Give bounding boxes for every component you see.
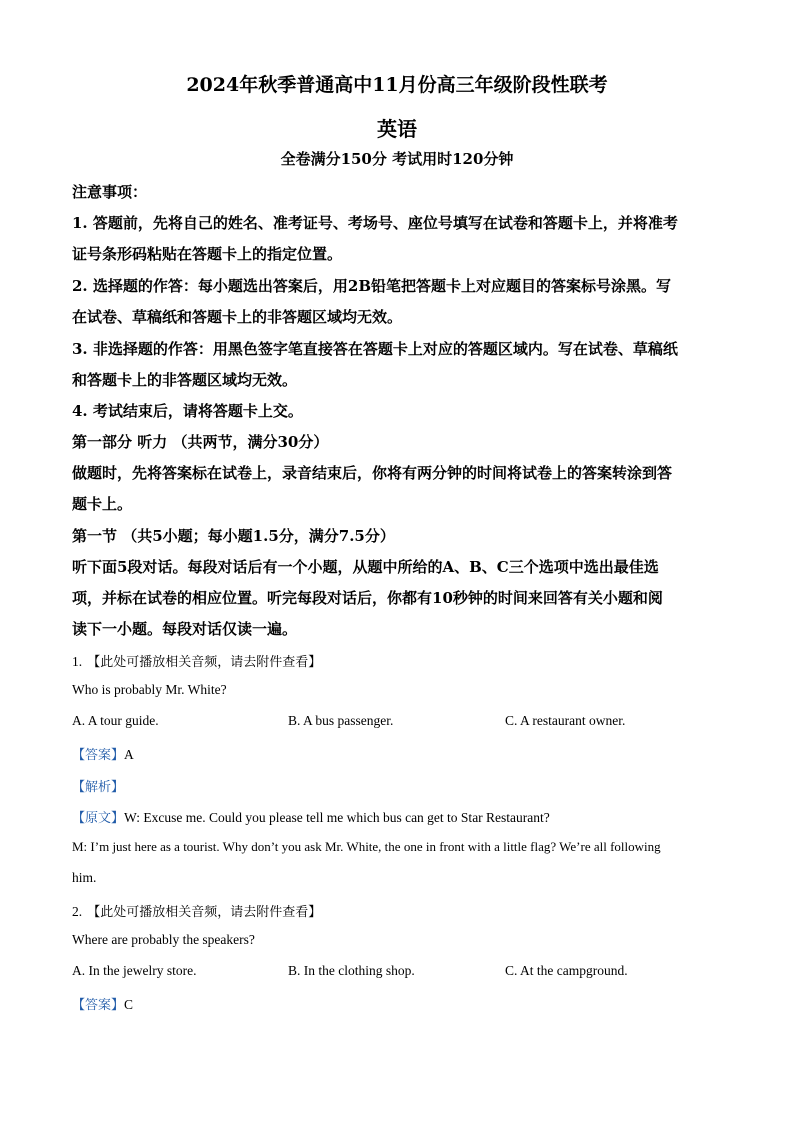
q1-audio-line [72, 651, 321, 670]
part1-instructions-line-1: 做题时，先将答案标在试卷上，录音结束后，你将有两分钟的时间将试卷上的答案转涂到答 [72, 464, 673, 482]
q1-original-line-2: M: I’m just here as a tourist. Why don’t you ask Mr. White, the one in front with a little flag? We’re all following [72, 839, 661, 854]
q2-answer-line [72, 994, 133, 1013]
q1-number: 1. [72, 654, 83, 669]
q1-analysis-tag: 【解析】 [72, 780, 125, 795]
q1-option-a: A. A tour guide. [72, 713, 159, 728]
note-item-4: 4. 考试结束后，请将答题卡上交。 [72, 402, 303, 420]
q1-audio-label: 【此处可播放相关音频，请去附件查看】 [87, 655, 322, 670]
section1-heading: 第一节 （共5小题；每小题1.5分，满分7.5分） [72, 527, 395, 545]
note-item-2-line-2: 在试卷、草稿纸和答题卡上的非答题区域均无效。 [72, 308, 403, 326]
notes-heading: 注意事项： [72, 183, 148, 201]
section1-instructions-line-2: 项，并标在试卷的相应位置。听完每段对话后，你都有10秒钟的时间来回答有关小题和阅 [72, 589, 663, 607]
q1-question: Who is probably Mr. White? [72, 682, 227, 697]
q2-number: 2. [72, 904, 83, 919]
q2-option-a: A. In the jewelry store. [72, 963, 197, 978]
q1-option-b: B. A bus passenger. [288, 713, 394, 728]
q2-audio-label: 【此处可播放相关音频，请去附件查看】 [87, 905, 322, 920]
section1-instructions-line-1: 听下面5段对话。每段对话后有一个小题，从题中所给的A、B、C三个选项中选出最佳选 [72, 558, 659, 576]
q1-option-c: C. A restaurant owner. [505, 713, 626, 728]
q1-original-line-3: him. [72, 870, 97, 885]
q1-original-tag: 【原文】 [72, 811, 125, 826]
q2-answer-tag: 【答案】 [72, 998, 125, 1013]
section1-instructions-line-3: 读下一小题。每段对话仅读一遍。 [72, 620, 298, 638]
q1-answer: A [124, 747, 134, 762]
note-item-3-line-2: 和答题卡上的非答题区域均无效。 [72, 371, 298, 389]
exam-info: 全卷满分150分 考试用时120分钟 [280, 150, 514, 168]
q1-analysis-line [72, 776, 124, 795]
note-item-3-line-1: 3. 非选择题的作答：用黑色签字笔直接答在答题卡上对应的答题区域内。写在试卷、草稿纸 [72, 340, 678, 358]
q2-question: Where are probably the speakers? [72, 932, 255, 947]
note-item-1-line-1: 1. 答题前，先将自己的姓名、准考证号、考场号、座位号填写在试卷和答题卡上，并将准考 [72, 214, 678, 232]
subject-title: 英语 [377, 117, 417, 141]
q2-answer: C [124, 997, 134, 1012]
exam-title: 2024年秋季普通高中11月份高三年级阶段性联考 [186, 74, 608, 96]
q1-original-line-1 [72, 807, 550, 826]
part1-heading: 第一部分 听力 （共两节，满分30分） [72, 433, 329, 451]
q1-answer-line [72, 744, 134, 763]
q1-original-text-1: W: Excuse me. Could you please tell me which bus can get to Star Restaurant? [124, 810, 550, 825]
q1-answer-tag: 【答案】 [72, 748, 125, 763]
note-item-1-line-2: 证号条形码粘贴在答题卡上的指定位置。 [72, 245, 343, 263]
q2-option-c: C. At the campground. [505, 963, 628, 978]
part1-instructions-line-2: 题卡上。 [72, 495, 133, 513]
q2-option-b: B. In the clothing shop. [288, 963, 415, 978]
note-item-2-line-1: 2. 选择题的作答：每小题选出答案后，用2B铅笔把答题卡上对应题目的答案标号涂黑。写 [72, 277, 672, 295]
q2-audio-line [72, 901, 321, 920]
